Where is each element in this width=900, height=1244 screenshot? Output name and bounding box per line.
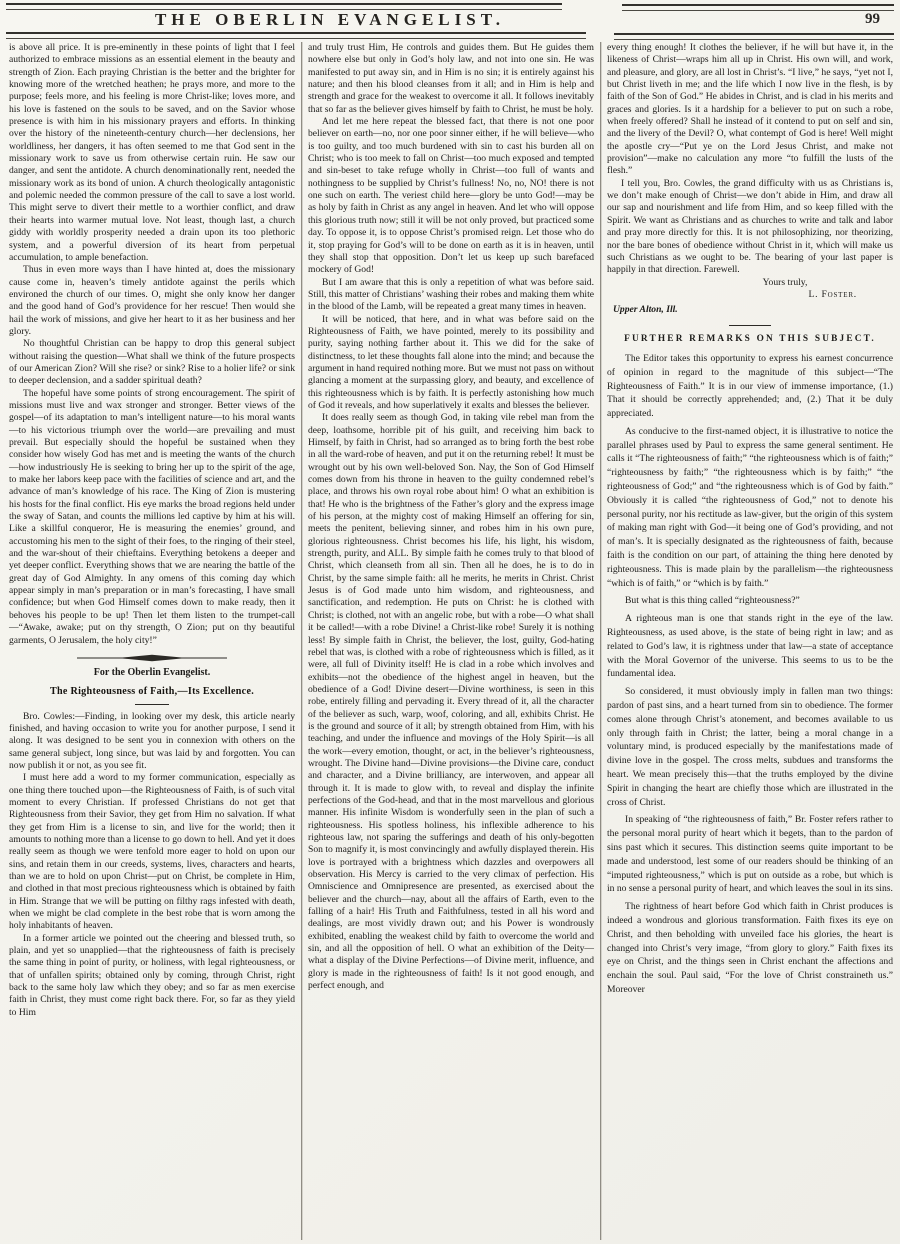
masthead-rule-bottom-left	[6, 32, 586, 39]
paragraph: A righteous man is one that stands right in the eye of the law. Righteousness, as used above, is the state of being right in law; and as related to God’s law, it is rightness under that law—a state of acceptance with the Moral Governor of the universe. This seems to us to be the fundamental idea.	[607, 613, 893, 680]
letter-closing: Yours truly,	[762, 276, 808, 288]
paragraph: It does really seem as though God, in taking vile rebel man from the deep, loathsome, horrible pit of his guilt, and receiving him back to Himself, by faith in Christ, had so arranged as to bring forth the best robe in all the ward-robe of heaven, and put it on the returning rebel! It must be wrought out by his own well-beloved Son. Nay, the Son of God Himself comes down from his throne in heaven to the guilty condemned rebel’s place, and throws his own royal robe about him! O what an exhibition is that! He who is the brightness of the Father’s glory and the express image of his person, at the mighty cost of making Himself an offering for sin, meets the penitent, believing sinner, and robes him in his own pure, glorious righteousness. Christ becomes his life, his light, his wisdom, strength, purity, and ALL. By simple faith he comes truly to that blood of Christ, which cleanseth from all sin. Then all he does, he is to do in Christ, by the same simple faith: all he merits, he merits in Christ. Christ Jesus is of God made unto him wisdom, and righteousness, and sanctification, and redemption. He puts on Christ: he is clothed with Christ; is clothed, not with an angelic robe, but with a robe—O what shall it be called!—with a robe Divine! a Christ-like robe! Surely it is nothing less! By simple faith in Christ, the believer, the lost, guilty, God-hating rebel that was, is clothed with a robe of righteousness which is filled, as it were, all full of Divinity itself! He is clad in a robe which involves and exhibits—not the obedience of the highest angel in heaven, but the obedience of a God! Divine desert—Divine worthiness, is seen in this robe, entirely filling and pervading it. Every thread of it, all the character of the believer as such, warp, woof, coloring, and all, exhibits Christ. He is the ground and source of it all; by strength obtained from Him, with his teaching, and under the influence and movings of the Holy Spirit—is all the work—every emotion, thought, or act, in the believer’s righteousness, wrought. The Divine hand—Divine provisions—the Divine care, conduct and character, and a Divine brilliancy, are interwoven, and appear all through it. It is made to glow with, to reveal and display the infinite perfections of the God-head, and that in the most marvellous and glorious manner. His infinite Wisdom is wonderfully seen in the plan of such a righteousness. His spotless holiness, his inflexible adherence to his righteous law, not sparing the sufferings and death of his only-begotten Son to magnify it, is most convincingly and awfully displayed therein. His love is portrayed with a brightness which dazzles and overpowers all observation. His Mercy is carried to the very climax of perfection. His Omniscience and Omnipresence are presented, as exercised about the believer and the church—nay, about all the affairs of Earth, even to the falling of a hair! His Truth and Faithfulness, tested in all his word and dealings, are most vividly drawn out; and his Power is wondrously exhibited, enabling the weakest child by faith to overcome the world and sin, and all the opposition of hell. O what an exhibition of the Deity—what a display of the Divine Perfections—of Divine merit, influence, and glory is made in the righteousness of faith! Is it not good enough, and perfect enough, and	[308, 412, 594, 992]
paragraph: But what is this thing called “righteousness?”	[625, 595, 800, 607]
column-1	[6, 42, 298, 1240]
paragraph: But I am aware that this is only a repetition of what was before said. Still, this matter of Christians’ washing their robes and making them white in the blood of the Lamb, will be repeated a great many times in heaven.	[308, 276, 594, 313]
paragraph: The Editor takes this opportunity to express his earnest concurrence of opinion in regard to the magnitude of this subject—“The Righteousness of Faith.” It is in our view of immense importance, (1.) That it should be correctly apprehended; and, (2.) That it be duly appreciated.	[607, 352, 893, 420]
letter-dateline: Upper Alton, Ill.	[613, 304, 678, 316]
article-credit-line: For the Oberlin Evangelist.	[93, 666, 211, 678]
paragraph: In speaking of “the righteousness of faith,” Br. Foster refers rather to the personal moral purity of heart which it begets, than to the pardon of sins past which it secures. This distinction seems quite important to be made and understood, lest some of our readers should be thinking of an “imputed righteousness,” which is put on outside as a robe, but which is in no sense a personal purity of heart, and which leaves the soul in its sins.	[607, 814, 893, 895]
paragraph: every thing enough! It clothes the believer, if he will but have it, in the likeness of Christ—wraps him all up in Christ. His own will, and work, and pleasure, and glory, are all lost in Christ’s. “I live,” he says, “yet not I, but Christ liveth in me; and the life which I now live in the flesh, is by faith of the Son of God.” He abides in Christ, and is clad in his merits and graces and glories. Is it a hardship for a believer to put on such a robe, when freely offered? Shall he instead of it contend to put on self and sin, and the livery of the Devil? O, what contempt of God is here! Well might the apostle cry—“Put ye on the Lord Jesus Christ, and make not provision”—make no calculation any more “to fulfill the lusts of the flesh.”	[607, 42, 893, 177]
paragraph: Bro. Cowles:—Finding, in looking over my desk, this article nearly finished, and having occasion to write you for another purpose, I send it along. It was designed to be sent you in connexion with others on the same general subject, long since, but was laid by and forgotten. You can now publish it or not, as you see fit.	[9, 710, 295, 771]
column-rule-1	[301, 42, 302, 1240]
title-rule	[135, 704, 169, 705]
section-divider-ornament-icon	[77, 654, 227, 662]
section-rule	[729, 325, 771, 326]
paragraph: I must here add a word to my former communication, especially as one thing there touched upon—the Righteousness of Faith, is of such vital moment to every Christian. If professed Christians do not get that Righteousness from their Savior, they get from Him no salvation. If what they get from Him is a license to sin, and live for the world; then it amounts to nothing more than a license to go down to hell. And yet it does really seem as though we were tenfold more eager to hold on upon our sins, and retain them in our creeds, systems, lives, characters and hearts, than we are to hold on upon Christ—put on Christ, be complete in Him, and clothed in that most precious righteousness which is obtained by faith in Him. Strange that we will be putting on filthy rags infested with death, when we might be clad complete in the best robe that is worn among the holy inhabitants of heaven.	[9, 772, 295, 932]
newspaper-title: THE OBERLIN EVANGELIST.	[154, 10, 506, 29]
masthead-rule-bottom-right	[614, 33, 894, 40]
paragraph: And let me here repeat the blessed fact, that there is not one poor believer on earth—no, nor one poor sinner either, if he will believe—who is too guilty, and too much burdened with sin to cast his burden all on Christ; who is too meek to fall on Christ—too much exposed and tempted and sin-beset to take refuge wholly in Christ—too full of wants and nothingness to be supplied by Christ’s fullness! No, no, NO! there is not one such on earth. The veriest child here—glory be unto God!—may be as holy by faith in Christ as any angel in heaven. And let who will oppose this glorious truth now; still it will be not only proved, but practiced some day. To oppose it, is to oppose Christ’s promised reign. Let those who do it, stop praying for God’s will to be done on earth as it is in heaven, until they shall stop that opposition. Don’t let us keep up such barefaced mockery of God!	[308, 116, 594, 276]
column-2	[305, 42, 597, 1240]
paragraph: The hopeful have some points of strong encouragement. The spirit of missions must live and wax stronger and stronger. Better views of the gospel—of its adaptation to man’s intelligent nature—to his moral wants—to his victorious triumph over the world—are prevailing and must prevail. But especially should the hopeful be sustained when they consider how wisely God has met and is meeting the wants of the church—how industriously He is seeking to bring her up to the spirit of the age, to make her labors keep pace with the facilities of science and art, and the advance of man’s knowledge of his race. The King of Zion is mustering his hosts for the final conflict. His eye marks the broad regions held under the sway of Satan, and counts the millions led captive by him at his will. Like a skillful conqueror, He is measuring the enemies’ ground, and accustoming his men to the sight of their foes, to the ringing of their steel, and the war-shout of their chieftains. Everything betokens a deeper and yet deeper conflict. Everything shows that we are nearing the battle of the great day of God Almighty. In any omens of this coming day which appear simply in man’s preparation or in man’s forecasting, I have small confidence; but when God Himself comes down to make ready, then it behoves his people to be up! Then let them listen to the trumpet-call—“Awake, awake; put on thy strength, O Zion; put on thy beautiful garments, O Jerusalem, the holy city!”	[9, 387, 295, 646]
masthead-rule-top-right	[622, 4, 894, 11]
column-layout	[6, 42, 894, 1240]
page-number: 99	[865, 11, 880, 27]
paragraph: The rightness of heart before God which faith in Christ produces is indeed a wondrous and glorious transformation. Faith fixes its eye on Christ, and then beholding with unveiled face his glories, the heart is changed into Christ’s very image, “from glory to glory.” Faith fixes its eye on Christ, and the things seen in Christ enchant the affections and enchain the soul. Paul said, “For the love of Christ constraineth us.” Moreover	[607, 901, 893, 995]
paragraph: So considered, it must obviously imply in fallen man two things: pardon of past sins, and a heart turned from sin to obedience. The former comes alone through Christ’s atonement, and becomes available to us only through faith in Christ; the latter, being a moral change in a voluntary mind, is produced especially by the manifestations made of divine love in the gospel. The cross melts, subdues and transforms the heart. We mean precisely this—that the truths employed by the divine Spirit in changing the heart are chiefly those which are illustrated in the cross of Christ.	[607, 686, 893, 808]
paragraph: is above all price. It is pre-eminently in these points of light that I feel authorized to embrace missions as an essential element in the beauty and strength of Zion. Each praying Christian is the better and the brighter for knowing more of the wretched heathen; he prays more, and more to the purpose; feels more, and his feeling is more Christ-like; loves more, and his love is fastened on the souls to be saved, and on the Savior whose presence is with him in his missionary prayers and efforts. In thinking over the history of the nineteenth-century church—her declensions, her worldliness, her dangers, it has often seemed to me that God sent in the missionary work to save us from otherwise certain ruin. He saw our danger, and sent the antidote. A church denominationally rent, needed the missionary work as its bond of union. A church theologically antagonistic and polemic needed the common pressure of the call to save a lost world. This might serve to divert their mettle to a worthier conflict, and draw their hearts into warmer mutual love. Not least, though last, a church giddy with worldly prosperity needed a drain upon its too plethoric system, and a powerful diversion of its heart from perpetual accumulation, to ample benefaction.	[9, 42, 295, 263]
paragraph: Thus in even more ways than I have hinted at, does the missionary cause come in, heaven’s timely antidote against the perils which environed the church of our times. O, might she only know her danger and the good hand of God’s providence for her rescue! Then would she hail the work of missions, and give her heart to it as her business and her glory.	[9, 264, 295, 337]
paragraph: and truly trust Him, He controls and guides them. But He guides them nowhere else but only in God’s holy law, and not into one sin. He was manifested to put away sin, and in Him is no sin; it is entirely against his nature; and then his blood cleanses from it all; and in Him is help and strength and grace for the weakest to overcome it all. It follows inevitably that so far as the believer gives himself by faith to Christ, he must be holy.	[308, 42, 594, 115]
paragraph: No thoughtful Christian can be happy to drop this general subject without raising the question—What shall we think of the future prospects of our American Zion? Will she rise? or sink? Rise to a holier life? or sink to deeper declension, and a sadder spiritual death?	[9, 338, 295, 387]
column-3	[604, 42, 896, 1240]
paragraph: It will be noticed, that here, and in what was before said on the Righteousness of Faith, we have pointed, merely to its possibility and purity, saying nothing farther about it. This we did for the sake of distinctness, to let these thoughts fall alone into the mind; and because the argument in hand required nothing more. But we must not pass on without glancing a moment at the surpassing glory, and beauty, and excellence of this righteousness which is by faith. It is perfectly astonishing how much of God it reveals, and how superlatively it exalts and blesses the believer.	[308, 313, 594, 411]
paragraph: I tell you, Bro. Cowles, the grand difficulty with us as Christians is, we don’t make enough of Christ—we don’t abide in Him, and draw all our sap and nourishment and life from Him, and so keep filled with the Spirit. We want as Christians and as churches to write and talk and labor and pray more directly for this. It is not philosophizing, nor theorizing, nor the bare bones of obedience without Christ in it, which will make us such Christians as we ought to be. The bearing of your last paper is happily in that direction. Farewell.	[607, 177, 893, 276]
masthead-rule-top-left	[6, 3, 562, 10]
remarks-heading: FURTHER REMARKS ON THIS SUBJECT.	[624, 333, 876, 344]
editor-remarks	[607, 352, 893, 997]
paragraph: As conducive to the first-named object, it is illustrative to notice the parallel phrases used by Paul to express the same general sentiment. He calls it “The righteousness of faith;” “the righteousness which is of faith;” “righteousness by faith;” “the righteousness which is by faith;” “the righteousness of God;” and “the righteousness which is of God by faith.” Obviously it is called “the righteousness of God,” not to denote his personal purity, nor his rectitude as law-giver, but the origin of this system of making man right with God—it being one of God’s providing, and not of man’s. It is specially designated as the righteousness of faith, because faith is the condition on our part, of attaining the thing here denoted by righteousness. This is made plain by the parallelism—the righteousness “which is of faith,” or “which is by faith.”	[607, 425, 893, 589]
column-rule-2	[600, 42, 601, 1240]
letter-signature: L. Foster.	[808, 288, 857, 300]
paragraph: In a former article we pointed out the cheering and blessed truth, so plain, and yet so unapplied—that the righteousness of faith is precisely the same thing in point of purity, or holiness, with legal righteousness, or that of unfallen spirits; obtained only by coming, through Christ, right back to the same holy law which they obey; and so far as men exercise faith in Christ, they must come right back there. For, so far as they yield to Him	[9, 932, 295, 1018]
article-title: The Righteousness of Faith,—Its Excellence.	[49, 686, 255, 698]
